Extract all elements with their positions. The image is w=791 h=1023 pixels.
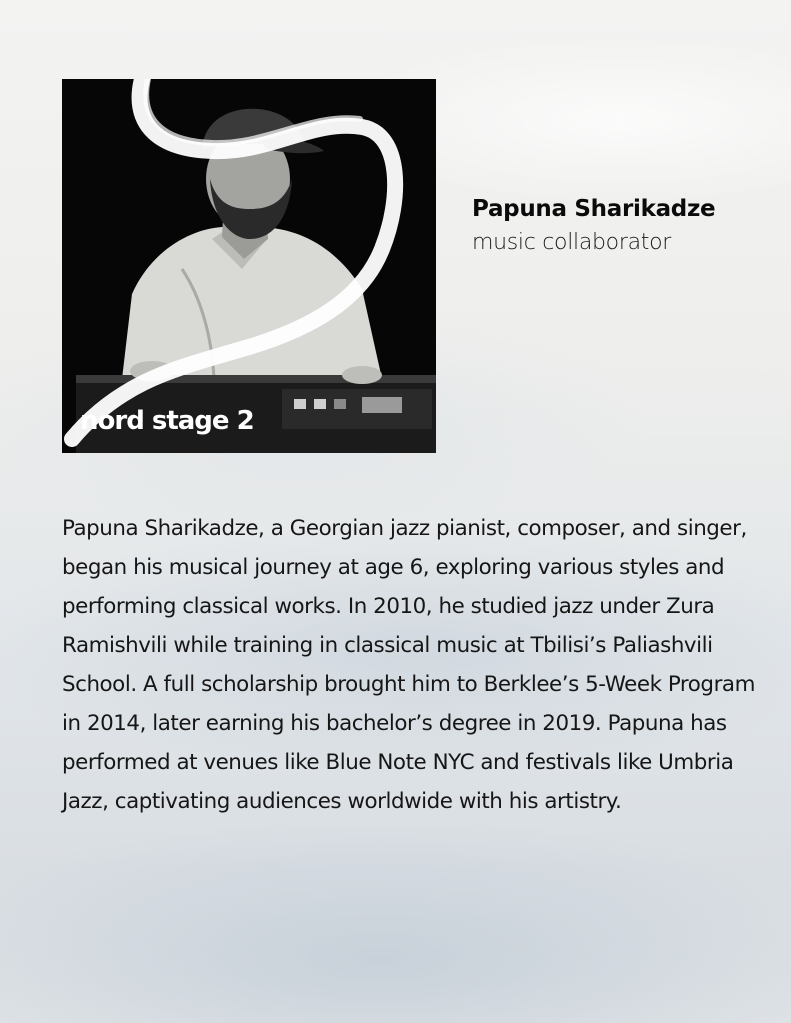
profile-header: [472, 193, 772, 261]
keyboard-brand-text: nord stage 2: [80, 406, 254, 436]
portrait-photo: [62, 79, 436, 453]
profile-name: Papuna Sharikadze: [472, 196, 716, 222]
profile-role: music collaborator: [472, 230, 671, 255]
bio-paragraph: Papuna Sharikadze, a Georgian jazz pianist, composer, and singer, began his musical journey at age 6, exploring various styles and performing classical works. In 2010, he studied jazz under Zura Ramishvili while training in classical music at Tbilisi’s Paliashvili School. A full scholarship brought him to Berklee’s 5-Week Program in 2014, later earning his bachelor’s degree in 2019. Papuna has performed at venues like Blue Note NYC and festivals like Umbria Jazz, captivating audiences worldwide with his artistry.: [62, 516, 755, 814]
